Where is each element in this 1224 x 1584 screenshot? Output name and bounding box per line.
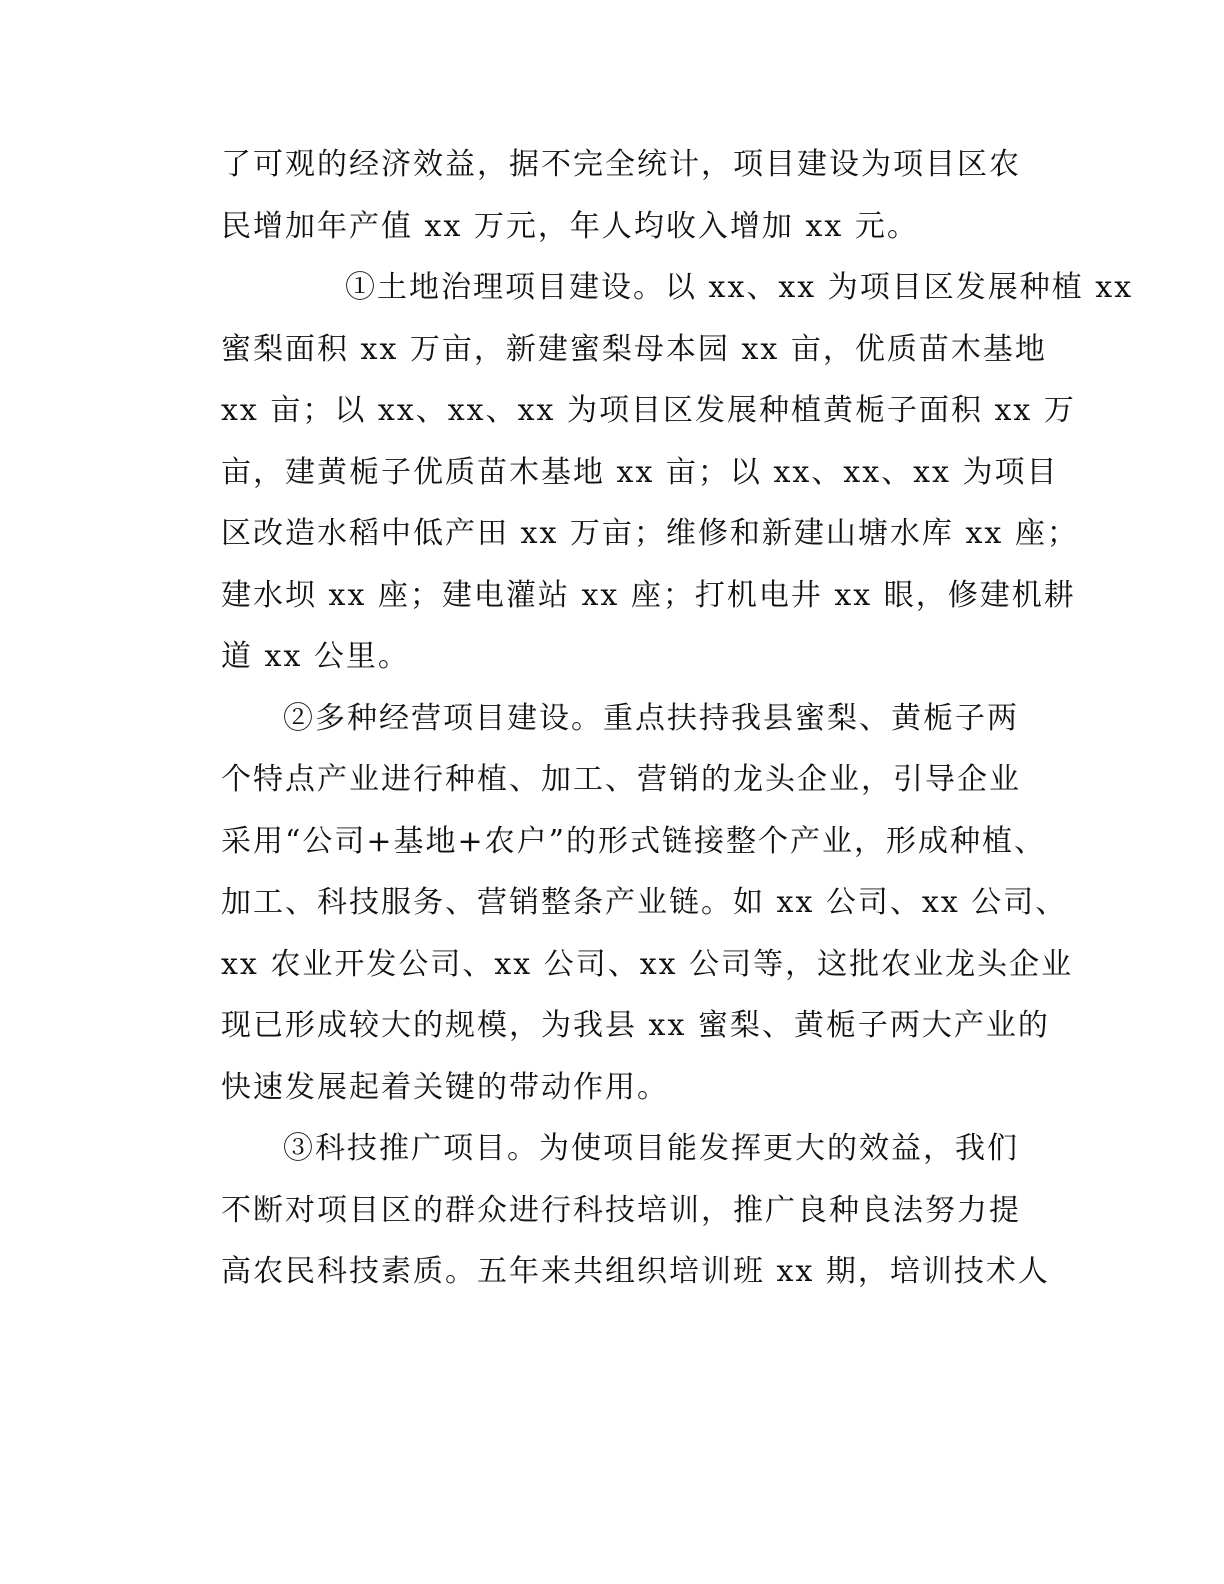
text-line: 快速发展起着关键的带动作用。 [221, 1069, 669, 1105]
text-line: xx 亩；以 xx、xx、xx 为项目区发展种植黄栀子面积 xx 万 [221, 393, 1076, 428]
text-line: ②多种经营项目建设。重点扶持我县蜜梨、黄栀子两 [283, 700, 1019, 736]
text-line: 建水坝 xx 座；建电灌站 xx 座；打机电井 xx 眼，修建机耕 [221, 577, 1076, 613]
text-line: 采用“公司+基地+农户”的形式链接整个产业，形成种植、 [221, 823, 1046, 859]
paragraph-economic-benefit [221, 134, 1036, 257]
paragraph-land-management [221, 257, 1134, 688]
text-line: 蜜梨面积 xx 万亩，新建蜜梨母本园 xx 亩，优质苗木基地 [221, 331, 1047, 367]
paragraph-technology-promotion [221, 1118, 1050, 1303]
text-line: xx 农业开发公司、xx 公司、xx 公司等，这批农业龙头企业 [221, 946, 1074, 982]
text-line: 区改造水稻中低产田 xx 万亩；维修和新建山塘水库 xx 座； [221, 516, 1079, 551]
text-line: 个特点产业进行种植、加工、营销的龙头企业，引导企业 [221, 762, 1021, 797]
text-line: 加工、科技服务、营销整条产业链。如 xx 公司、xx 公司、 [221, 885, 1068, 920]
paragraph-diversified-operations [221, 688, 1074, 1119]
text-line: ①土地治理项目建设。以 xx、xx 为项目区发展种植 xx [345, 270, 1134, 305]
text-line: 不断对项目区的群众进行科技培训，推广良种良法努力提 [221, 1192, 1021, 1228]
text-line: ③科技推广项目。为使项目能发挥更大的效益，我们 [283, 1131, 1019, 1166]
text-line: 了可观的经济效益，据不完全统计，项目建设为项目区农 [221, 147, 1021, 182]
text-line: 民增加年产值 xx 万元，年人均收入增加 xx 元。 [221, 208, 919, 244]
text-line: 现已形成较大的规模，为我县 xx 蜜梨、黄栀子两大产业的 [221, 1008, 1050, 1043]
text-line: 道 xx 公里。 [221, 639, 410, 674]
text-line: 亩，建黄栀子优质苗木基地 xx 亩；以 xx、xx、xx 为项目 [221, 454, 1059, 490]
document-body [221, 134, 1134, 1303]
text-line: 高农民科技素质。五年来共组织培训班 xx 期，培训技术人 [221, 1254, 1050, 1289]
